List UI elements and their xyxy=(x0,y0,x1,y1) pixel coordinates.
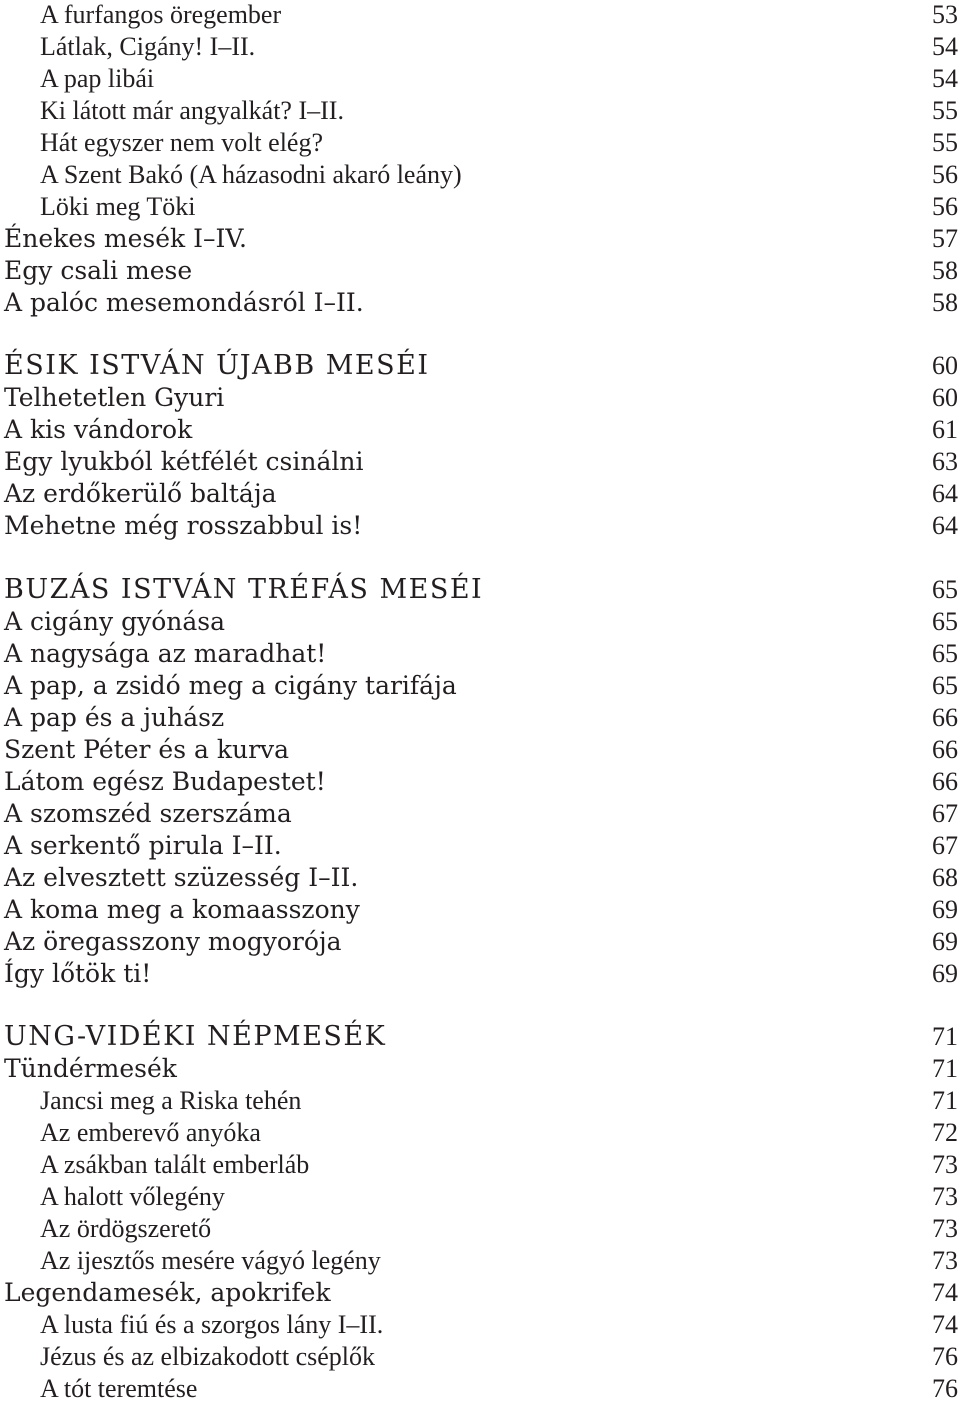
toc-page-number: 66 xyxy=(932,766,958,796)
toc-page-number: 71 xyxy=(932,1086,958,1116)
toc-page-number: 60 xyxy=(932,351,958,381)
toc-entry-title: Az elvesztett szüzesség I–II. xyxy=(4,862,359,892)
toc-entry xyxy=(0,1245,960,1277)
toc-entry-title: Az erdőkerülő baltája xyxy=(4,479,277,509)
toc-entry xyxy=(0,1181,960,1213)
toc-entry-title: A halott vőlegény xyxy=(40,1182,225,1212)
toc-entry-title: Jézus és az elbizakodott cséplők xyxy=(40,1341,375,1371)
toc-page-number: 73 xyxy=(932,1150,958,1180)
toc-section-heading xyxy=(0,574,960,606)
toc-page-number: 56 xyxy=(932,159,958,189)
toc-page-number: 65 xyxy=(932,639,958,668)
toc-entry xyxy=(0,862,960,894)
toc-page-number: 68 xyxy=(932,862,958,892)
toc-entry xyxy=(0,414,960,446)
toc-entry-title: A pap, a zsidó meg a cigány tarifája xyxy=(4,670,457,700)
toc-entry xyxy=(0,127,960,159)
toc-page-number: 69 xyxy=(932,926,958,956)
toc-entry-title: Tündérmesék xyxy=(4,1054,177,1084)
toc-entry-title: A palóc mesemondásról I–II. xyxy=(4,287,364,317)
toc-page-number: 54 xyxy=(932,31,958,61)
toc-entry-title: A Szent Bakó (A házasodni akaró leány) xyxy=(40,159,462,189)
toc-page-number: 64 xyxy=(932,511,958,541)
toc-entry-title: Szent Péter és a kurva xyxy=(4,734,290,764)
toc-entry-title: A kis vándorok xyxy=(4,415,193,445)
toc-page-number: 56 xyxy=(932,191,958,221)
toc-entry xyxy=(0,1277,960,1309)
toc-entry xyxy=(0,1373,960,1405)
toc-entry-title: A serkentő pirula I–II. xyxy=(4,830,282,860)
toc-page-number: 64 xyxy=(932,479,958,509)
toc-entry xyxy=(0,0,960,31)
toc-entry-title: A furfangos öregember xyxy=(40,0,282,29)
toc-entry xyxy=(0,670,960,702)
toc-entry xyxy=(0,1213,960,1245)
toc-entry-title: A cigány gyónása xyxy=(4,607,225,637)
toc-page-number: 73 xyxy=(932,1214,958,1244)
toc-page-number: 72 xyxy=(932,1118,958,1148)
toc-entry-title: Legendamesék, apokrifek xyxy=(4,1278,331,1307)
toc-entry xyxy=(0,223,960,255)
toc-page-number: 55 xyxy=(932,95,958,125)
toc-entry xyxy=(0,638,960,670)
toc-section-heading xyxy=(0,1021,960,1053)
toc-entry-title: Hát egyszer nem volt elég? xyxy=(40,127,323,157)
toc-page-number: 58 xyxy=(932,255,958,285)
toc-entry xyxy=(0,1341,960,1373)
toc-page-number: 55 xyxy=(932,127,958,157)
toc-entry-title: Löki meg Töki xyxy=(40,191,196,221)
toc-entry xyxy=(0,798,960,830)
toc-entry-title: A pap libái xyxy=(40,63,155,93)
toc-entry-title: A zsákban talált emberláb xyxy=(40,1150,310,1180)
toc-entry-title: Az öregasszony mogyorója xyxy=(4,926,342,956)
toc-entry xyxy=(0,1309,960,1341)
toc-page-number: 73 xyxy=(932,1182,958,1212)
toc-page-number: 58 xyxy=(932,287,958,317)
toc-entry-title: Ki látott már angyalkát? I–II. xyxy=(40,95,344,125)
toc-entry xyxy=(0,287,960,319)
toc-page-number: 54 xyxy=(932,63,958,93)
toc-page-number: 71 xyxy=(932,1054,958,1084)
toc-entry xyxy=(0,510,960,542)
toc-entry-title: BUZÁS ISTVÁN TRÉFÁS MESÉI xyxy=(4,574,484,606)
toc-page-number: 61 xyxy=(932,415,958,445)
toc-page-number: 66 xyxy=(932,702,958,732)
toc-entry-title: A nagysága az maradhat! xyxy=(4,639,327,668)
toc-entry xyxy=(0,702,960,734)
toc-page-number: 74 xyxy=(932,1309,958,1339)
toc-entry xyxy=(0,1149,960,1181)
toc-entry xyxy=(0,734,960,766)
toc-page-number: 65 xyxy=(932,670,958,700)
toc-entry xyxy=(0,830,960,862)
toc-page-number: 53 xyxy=(932,0,958,29)
toc-entry-title: UNG-VIDÉKI NÉPMESÉK xyxy=(4,1021,387,1053)
toc-entry xyxy=(0,606,960,638)
toc-entry-title: Így lőtök ti! xyxy=(4,958,152,988)
toc-page-number: 57 xyxy=(932,223,958,253)
toc-entry-title: A szomszéd szerszáma xyxy=(4,798,292,828)
toc-page-number: 65 xyxy=(932,607,958,637)
toc-entry xyxy=(0,766,960,798)
toc-page-number: 76 xyxy=(932,1341,958,1371)
toc-entry-title: Mehetne még rosszabbul is! xyxy=(4,511,363,541)
toc-entry xyxy=(0,1053,960,1085)
toc-entry-title: Énekes mesék I–IV. xyxy=(4,223,247,253)
toc-page-number: 63 xyxy=(932,447,958,477)
toc-page-number: 60 xyxy=(932,383,958,413)
toc-page-number: 76 xyxy=(932,1373,958,1403)
toc-entry xyxy=(0,255,960,287)
toc-entry-title: A pap és a juhász xyxy=(4,702,225,732)
toc-entry xyxy=(0,63,960,95)
toc-entry-title: Az emberevő anyóka xyxy=(40,1118,261,1148)
toc-entry xyxy=(0,478,960,510)
toc-entry-title: Telhetetlen Gyuri xyxy=(4,383,225,413)
toc-page-number: 71 xyxy=(932,1022,958,1052)
toc-entry xyxy=(0,191,960,223)
toc-entry xyxy=(0,1085,960,1117)
toc-page-number: 69 xyxy=(932,958,958,988)
toc-page-number: 73 xyxy=(932,1246,958,1276)
toc-entry-title: Látom egész Budapestet! xyxy=(4,766,326,796)
toc-entry-title: A lusta fiú és a szorgos lány I–II. xyxy=(40,1309,384,1339)
toc-entry xyxy=(0,958,960,990)
toc-entry-title: ÉSIK ISTVÁN ÚJABB MESÉI xyxy=(4,350,430,382)
toc-entry-title: A koma meg a komaasszony xyxy=(4,894,360,924)
toc-entry xyxy=(0,31,960,63)
toc-page-number: 69 xyxy=(932,894,958,924)
toc-entry xyxy=(0,382,960,414)
toc-section-heading xyxy=(0,350,960,382)
toc-page-number: 65 xyxy=(932,575,958,605)
toc-entry xyxy=(0,926,960,958)
toc-page-number: 66 xyxy=(932,734,958,764)
toc-entry xyxy=(0,95,960,127)
toc-entry-title: Egy csali mese xyxy=(4,255,193,285)
toc-entry xyxy=(0,446,960,478)
toc-entry xyxy=(0,1117,960,1149)
toc-entry xyxy=(0,894,960,926)
toc-entry-title: Az ördögszerető xyxy=(40,1214,212,1244)
toc-page-number: 74 xyxy=(932,1278,958,1307)
toc-entry-title: Jancsi meg a Riska tehén xyxy=(40,1086,302,1116)
toc-entry xyxy=(0,159,960,191)
toc-entry-title: Egy lyukból kétfélét csinálni xyxy=(4,447,364,477)
toc-page-number: 67 xyxy=(932,798,958,828)
toc-page-number: 67 xyxy=(932,830,958,860)
toc-entry-title: Az ijesztős mesére vágyó legény xyxy=(40,1246,381,1276)
toc-entry-title: Látlak, Cigány! I–II. xyxy=(40,31,256,61)
toc-entry-title: A tót teremtése xyxy=(40,1373,198,1403)
